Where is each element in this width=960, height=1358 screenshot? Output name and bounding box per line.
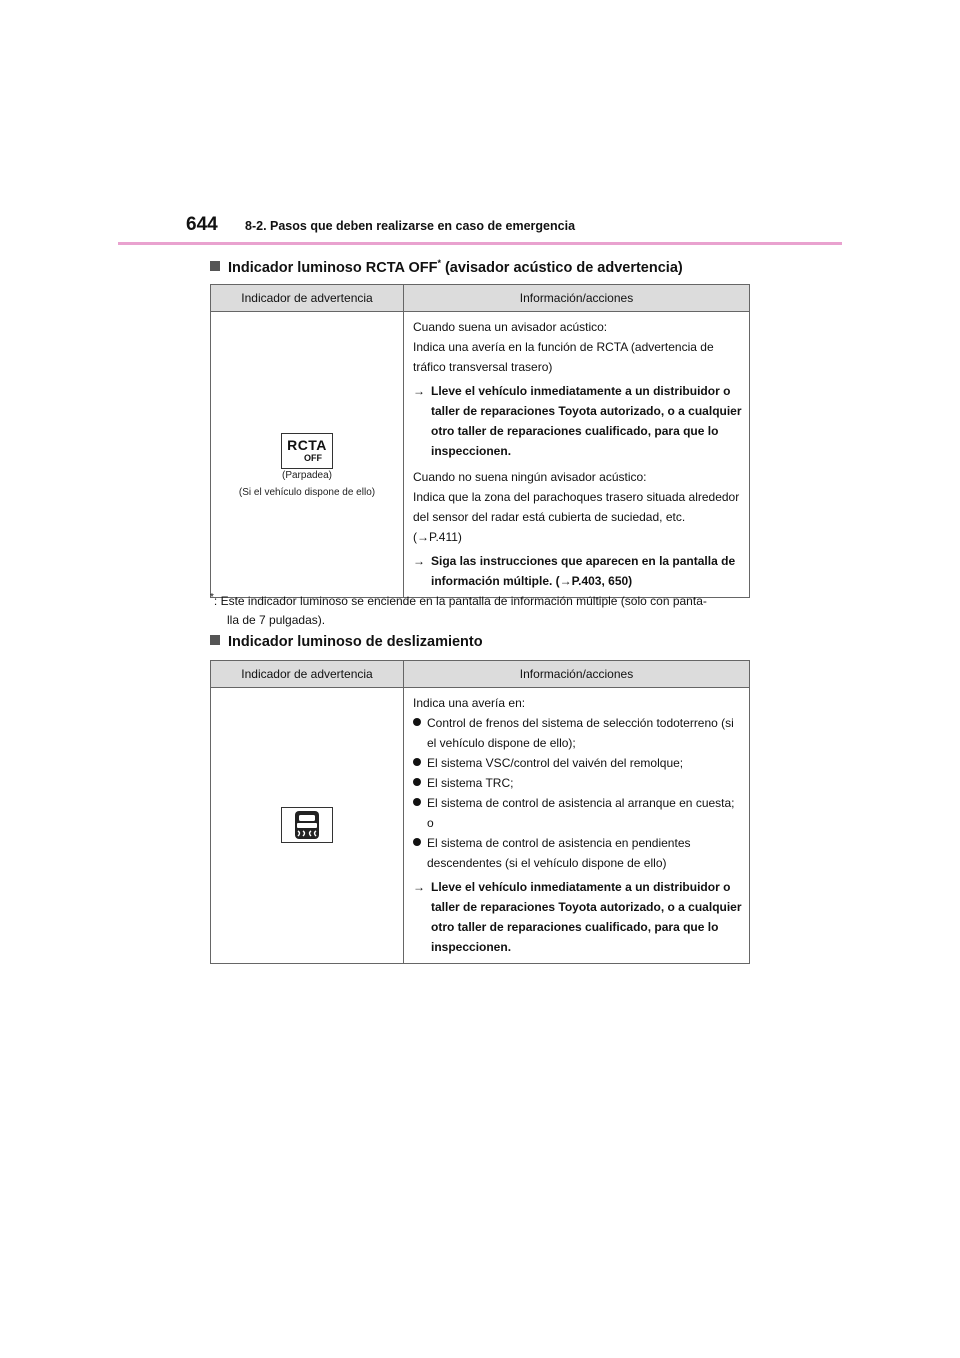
bullet-dot-icon [413,838,421,846]
section-heading-skid [210,634,483,650]
table-header-row [211,285,750,312]
list-item: Control de frenos del sistema de selección todoterreno (si el vehículo dispone de ello); [413,713,742,753]
column-header-info: Información/acciones [404,661,750,688]
caption-if-equipped: (Si el vehículo dispone de ello) [238,487,376,498]
table-row [211,312,750,598]
case1-action: → Lleve el vehículo inmediatamente a un distribuidor o taller de reparaciones Toyota autorizado, o a cualquier otro taller de reparaciones cualificado, para que lo inspeccionen. [413,381,742,461]
heading-text: Indicador luminoso RCTA OFF [228,259,438,276]
arrow-icon: → [413,554,425,568]
case1-title: Cuando suena un avisador acústico: [413,320,608,334]
skid-warning-table [210,660,750,964]
list-item: El sistema TRC; [413,773,742,793]
footnote [210,588,755,630]
info-cell [404,688,750,964]
case2-title: Cuando no suena ningún avisador acústico: [413,470,647,484]
icon-text-top: RCTA [287,437,327,453]
bullet-dot-icon [413,798,421,806]
indicator-cell [211,312,404,598]
square-bullet-icon [210,635,220,645]
icon-text-bottom: OFF [304,453,322,463]
section-heading-rcta [210,258,683,276]
bullet-dot-icon [413,718,421,726]
running-header: 8-2. Pasos que deben realizarse en caso de emergencia [245,219,576,233]
heading-text: Indicador luminoso de deslizamiento [228,634,483,650]
page-number: 644 [186,214,218,235]
footnote-text-2: lla de 7 pulgadas). [227,613,326,627]
list-item: El sistema de control de asistencia en pendientes descendentes (si el vehículo dispone de ello) [413,833,742,873]
footnote-mark: * [437,258,441,268]
column-header-indicator: Indicador de advertencia [211,661,404,688]
arrow-icon: → [413,880,425,894]
table-header-row [211,661,750,688]
column-header-indicator: Indicador de advertencia [211,285,404,312]
info-cell [404,312,750,598]
header-rule [118,242,842,245]
skid-action: → Lleve el vehículo inmediatamente a un distribuidor o taller de reparaciones Toyota autorizado, o a cualquier otro taller de reparaciones cualificado, para que lo inspeccionen. [413,877,742,957]
intro-text: Indica una avería en: [413,696,526,710]
list-item: El sistema de control de asistencia al arranque en cuesta; o [413,793,742,833]
footnote-mark: * [210,592,214,603]
column-header-info: Información/acciones [404,285,750,312]
arrow-icon: → [413,384,425,398]
table-row [211,688,750,964]
bullet-dot-icon [413,778,421,786]
indicator-cell [211,688,404,964]
caption-blinks: (Parpadea) [281,470,333,481]
case1-description: Indica una avería en la función de RCTA (advertencia de tráfico transversal trasero) [413,340,714,374]
list-item: El sistema VSC/control del vaivén del remolque; [413,753,742,773]
heading-suffix: (avisador acústico de advertencia) [440,259,683,276]
case2-action: → Siga las instrucciones que aparecen en la pantalla de información múltiple. (→P.403, 650) [413,551,742,591]
rcta-warning-table [210,284,750,598]
case2-reference: (→P.411) [413,530,462,544]
case2-description: Indica que la zona del parachoques trasero situada alrededor del sensor del radar está cubierta de suciedad, etc. [413,490,740,524]
bullet-dot-icon [413,758,421,766]
square-bullet-icon [210,261,220,271]
rcta-off-icon [281,433,333,469]
skid-car-icon [281,807,333,843]
footnote-text: : Este indicador luminoso se enciende en la pantalla de información múltiple (solo con panta- [213,594,707,608]
